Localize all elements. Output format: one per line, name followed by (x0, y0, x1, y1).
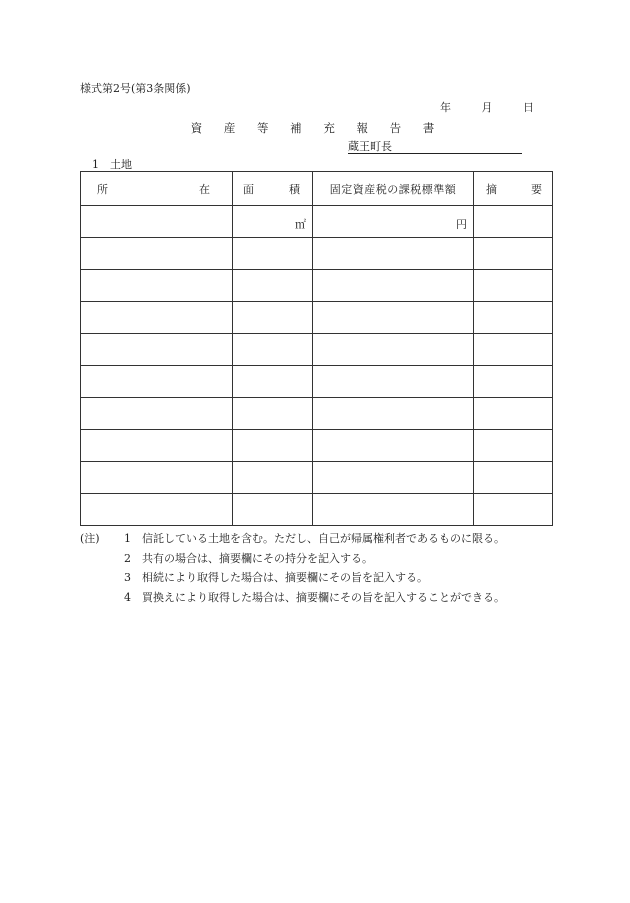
table-row (81, 366, 553, 398)
note-text: 相続により取得した場合は、摘要欄にその旨を記入する。 (142, 571, 428, 584)
cell-area[interactable] (233, 494, 313, 526)
date-month-label: 月 (481, 101, 493, 114)
cell-assessed-value[interactable] (313, 430, 474, 462)
header-assessed-value: 固定資産税の課税標準額 (313, 172, 474, 206)
cell-remarks[interactable] (474, 462, 553, 494)
cell-assessed-value[interactable] (313, 366, 474, 398)
document-title: 資 産 等 補 充 報 告 書 (190, 121, 444, 135)
note-number: 2 (124, 551, 131, 565)
yen-unit: 円 (456, 218, 467, 231)
cell-area[interactable] (233, 238, 313, 270)
header-remarks: 摘 要 (474, 172, 553, 206)
cell-location[interactable] (81, 430, 233, 462)
cell-area[interactable] (233, 206, 313, 238)
cell-remarks[interactable] (474, 238, 553, 270)
cell-location[interactable] (81, 334, 233, 366)
table-row (81, 334, 553, 366)
cell-assessed-value[interactable] (313, 334, 474, 366)
header-area: 面 積 (233, 172, 313, 206)
cell-assessed-value[interactable] (313, 238, 474, 270)
area-unit: ㎡ (295, 218, 306, 231)
table-row (81, 462, 553, 494)
table-row (81, 238, 553, 270)
cell-remarks[interactable] (474, 494, 553, 526)
cell-area[interactable] (233, 334, 313, 366)
cell-area[interactable] (233, 366, 313, 398)
note-text: 信託している土地を含む。ただし、自己が帰属権利者であるものに限る。 (142, 532, 505, 545)
cell-area[interactable] (233, 302, 313, 334)
table-row (81, 494, 553, 526)
note-number: 3 (124, 571, 131, 584)
cell-location[interactable] (81, 270, 233, 302)
cell-location[interactable] (81, 238, 233, 270)
note-item (80, 568, 505, 588)
cell-remarks[interactable] (474, 206, 553, 238)
cell-assessed-value[interactable] (313, 494, 474, 526)
section-number: 1 (92, 158, 99, 171)
date-year-label: 年 (440, 101, 451, 114)
note-item (80, 529, 505, 549)
cell-remarks[interactable] (474, 366, 553, 398)
table-row (81, 270, 553, 302)
cell-area[interactable] (233, 270, 313, 302)
notes (80, 529, 505, 607)
cell-assessed-value[interactable] (313, 206, 474, 238)
cell-remarks[interactable] (474, 302, 553, 334)
cell-remarks[interactable] (474, 430, 553, 462)
table-row (81, 302, 553, 334)
cell-assessed-value[interactable] (313, 270, 474, 302)
form-number: 様式第2号(第3条関係) (80, 82, 191, 95)
section-heading (92, 156, 132, 172)
cell-assessed-value[interactable] (313, 302, 474, 334)
cell-location[interactable] (81, 398, 233, 430)
addressee: 蔵王町長 (348, 140, 392, 153)
note-number: 4 (124, 590, 131, 604)
cell-location[interactable] (81, 462, 233, 494)
note-item (80, 588, 505, 608)
note-item (80, 549, 505, 569)
header-location: 所 在 (81, 172, 233, 206)
table-row (81, 398, 553, 430)
cell-assessed-value[interactable] (313, 462, 474, 494)
cell-area[interactable] (233, 462, 313, 494)
note-text: 買換えにより取得した場合は、摘要欄にその旨を記入することができる。 (142, 590, 505, 604)
cell-location[interactable] (81, 206, 233, 238)
table-row (81, 206, 553, 238)
note-text: 共有の場合は、摘要欄にその持分を記入する。 (142, 551, 373, 565)
cell-remarks[interactable] (474, 334, 553, 366)
cell-remarks[interactable] (474, 398, 553, 430)
section-title: 土地 (110, 158, 132, 171)
table-row (81, 430, 553, 462)
date-line (440, 99, 534, 115)
cell-location[interactable] (81, 366, 233, 398)
notes-label: (注) (80, 532, 100, 545)
note-number: 1 (124, 532, 131, 545)
cell-location[interactable] (81, 494, 233, 526)
table-header-row (81, 172, 553, 206)
date-day-label: 日 (523, 101, 534, 114)
cell-area[interactable] (233, 398, 313, 430)
land-table (80, 171, 553, 526)
cell-area[interactable] (233, 430, 313, 462)
cell-assessed-value[interactable] (313, 398, 474, 430)
cell-remarks[interactable] (474, 270, 553, 302)
addressee-line (348, 140, 522, 154)
cell-location[interactable] (81, 302, 233, 334)
